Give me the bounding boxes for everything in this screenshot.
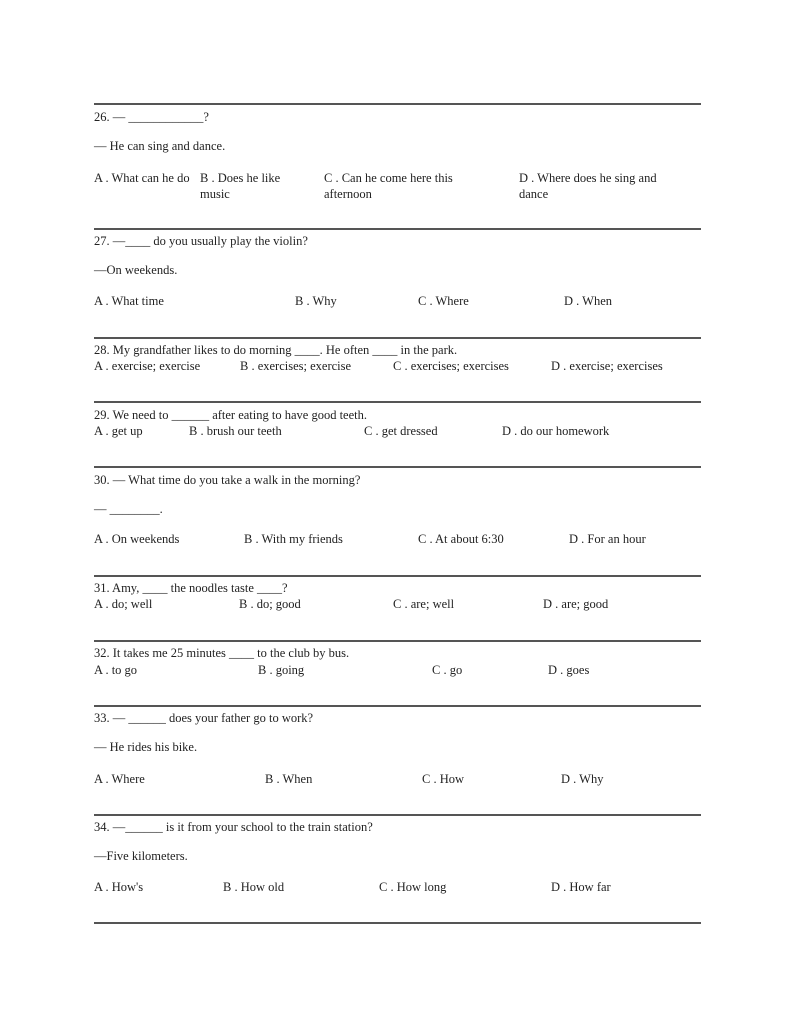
question-28-option-d[interactable]: D . exercise; exercises (551, 359, 663, 373)
question-32-option-d[interactable]: D . goes (548, 663, 590, 677)
question-34-option-b[interactable]: B . How old (223, 880, 285, 894)
question-31-option-c[interactable]: C . are; well (393, 597, 455, 611)
question-33-stem: 33. — ______ does your father go to work? (94, 711, 314, 725)
question-26-option-b[interactable]: B . Does he like music (200, 171, 281, 201)
question-29-option-d[interactable]: D . do our homework (502, 424, 610, 438)
question-26-option-a[interactable]: A . What can he do (94, 171, 190, 185)
question-32-stem: 32. It takes me 25 minutes ____ to the club by bus. (94, 646, 350, 660)
question-30-option-a[interactable]: A . On weekends (94, 532, 180, 546)
question-27-reply: —On weekends. (94, 263, 178, 277)
divider (94, 103, 701, 105)
question-26-stem: 26. — ____________? (94, 110, 209, 124)
question-28-option-b[interactable]: B . exercises; exercise (240, 359, 352, 373)
question-34-option-a[interactable]: A . How's (94, 880, 144, 894)
question-30-option-c[interactable]: C . At about 6:30 (418, 532, 504, 546)
question-31-option-a[interactable]: A . do; well (94, 597, 153, 611)
question-33-option-a[interactable]: A . Where (94, 772, 145, 786)
divider (94, 337, 701, 339)
question-27-option-a[interactable]: A . What time (94, 294, 164, 308)
divider (94, 228, 701, 230)
divider (94, 705, 701, 707)
question-31-option-b[interactable]: B . do; good (239, 597, 301, 611)
question-34-option-d[interactable]: D . How far (551, 880, 611, 894)
question-28-option-c[interactable]: C . exercises; exercises (393, 359, 509, 373)
divider (94, 401, 701, 403)
question-29-option-a[interactable]: A . get up (94, 424, 143, 438)
question-29-option-b[interactable]: B . brush our teeth (189, 424, 282, 438)
question-34-option-c[interactable]: C . How long (379, 880, 447, 894)
question-33-option-b[interactable]: B . When (265, 772, 313, 786)
question-30-reply: — ________. (94, 502, 163, 516)
question-31-stem: 31. Amy, ____ the noodles taste ____? (94, 581, 288, 595)
question-27-option-b[interactable]: B . Why (295, 294, 337, 308)
question-33-option-c[interactable]: C . How (422, 772, 465, 786)
question-30-option-b[interactable]: B . With my friends (244, 532, 343, 546)
question-32-option-a[interactable]: A . to go (94, 663, 138, 677)
question-29-stem: 29. We need to ______ after eating to have good teeth. (94, 408, 367, 422)
question-33-option-d[interactable]: D . Why (561, 772, 604, 786)
question-28-option-a[interactable]: A . exercise; exercise (94, 359, 201, 373)
divider (94, 922, 701, 924)
question-34-stem: 34. —______ is it from your school to the train station? (94, 820, 373, 834)
question-27-stem: 27. —____ do you usually play the violin? (94, 234, 308, 248)
question-29-option-c[interactable]: C . get dressed (364, 424, 438, 438)
question-34-reply: —Five kilometers. (94, 849, 188, 863)
question-32-option-b[interactable]: B . going (258, 663, 305, 677)
question-26-option-c[interactable]: C . Can he come here this afternoon (324, 171, 453, 201)
divider (94, 814, 701, 816)
question-30-stem: 30. — What time do you take a walk in the morning? (94, 473, 361, 487)
question-32-option-c[interactable]: C . go (432, 663, 463, 677)
question-26-option-d[interactable]: D . Where does he sing and dance (519, 171, 657, 201)
question-33-reply: — He rides his bike. (94, 740, 198, 754)
question-28-stem: 28. My grandfather likes to do morning ____. He often ____ in the park. (94, 343, 458, 357)
question-31-option-d[interactable]: D . are; good (543, 597, 609, 611)
divider (94, 466, 701, 468)
question-26-reply: — He can sing and dance. (94, 139, 226, 153)
divider (94, 640, 701, 642)
question-30-option-d[interactable]: D . For an hour (569, 532, 646, 546)
question-27-option-d[interactable]: D . When (564, 294, 613, 308)
divider (94, 575, 701, 577)
question-27-option-c[interactable]: C . Where (418, 294, 469, 308)
